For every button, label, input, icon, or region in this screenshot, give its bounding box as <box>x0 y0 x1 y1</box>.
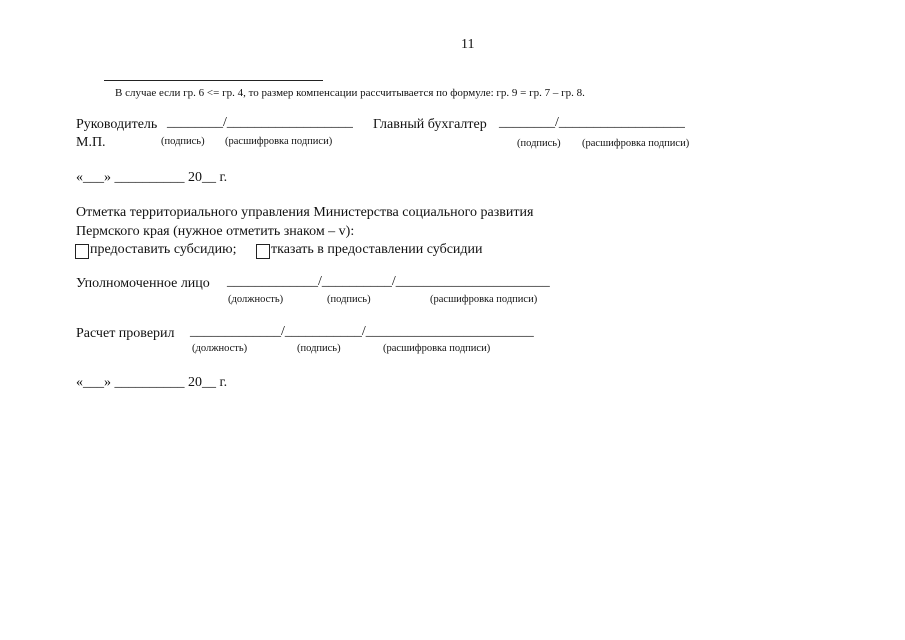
accountant-signature-blank: ________/__________________ <box>499 115 685 130</box>
authorized-label: Уполномоченное лицо <box>76 276 210 291</box>
authorized-caption-signature: (подпись) <box>327 294 371 305</box>
authorized-signature-blank: _____________/__________/______________________ <box>227 274 550 289</box>
date-line-2: «___» __________ 20__ г. <box>76 375 228 390</box>
authorized-caption-transcript: (расшифровка подписи) <box>430 294 538 305</box>
date-line-1: «___» __________ 20__ г. <box>76 170 228 185</box>
footnote-text: В случае если гр. 6 <= гр. 4, то размер компенсации рассчитывается по формуле: гр. 9 = гр. 7 – гр. 8. <box>115 87 585 99</box>
checker-caption-transcript: (расшифровка подписи) <box>383 343 491 354</box>
grant-subsidy-label: предоставить субсидию; <box>90 242 237 257</box>
checker-signature-blank: _____________/___________/________________________ <box>190 324 534 339</box>
accountant-caption-transcript: (расшифровка подписи) <box>582 138 690 149</box>
checker-caption-signature: (подпись) <box>297 343 341 354</box>
refuse-subsidy-checkbox[interactable] <box>256 244 270 259</box>
grant-subsidy-checkbox[interactable] <box>75 244 89 259</box>
refuse-subsidy-label: тказать в предоставлении субсидии <box>271 242 483 257</box>
page-number: 11 <box>461 37 475 52</box>
head-signature-blank: ________/__________________ <box>167 115 353 130</box>
head-caption-transcript: (расшифровка подписи) <box>225 136 333 147</box>
accountant-label: Главный бухгалтер <box>373 117 487 132</box>
territorial-mark-line1: Отметка территориального управления Министерства социального развития <box>76 205 534 220</box>
head-label: Руководитель <box>76 117 158 132</box>
head-caption-signature: (подпись) <box>161 136 205 147</box>
footnote-separator <box>104 80 323 81</box>
authorized-caption-position: (должность) <box>228 294 284 305</box>
stamp-label: М.П. <box>76 135 106 150</box>
checker-label: Расчет проверил <box>76 326 175 341</box>
checker-caption-position: (должность) <box>192 343 248 354</box>
territorial-mark-line2: Пермского края (нужное отметить знаком – v): <box>76 224 355 239</box>
accountant-caption-signature: (подпись) <box>517 138 561 149</box>
